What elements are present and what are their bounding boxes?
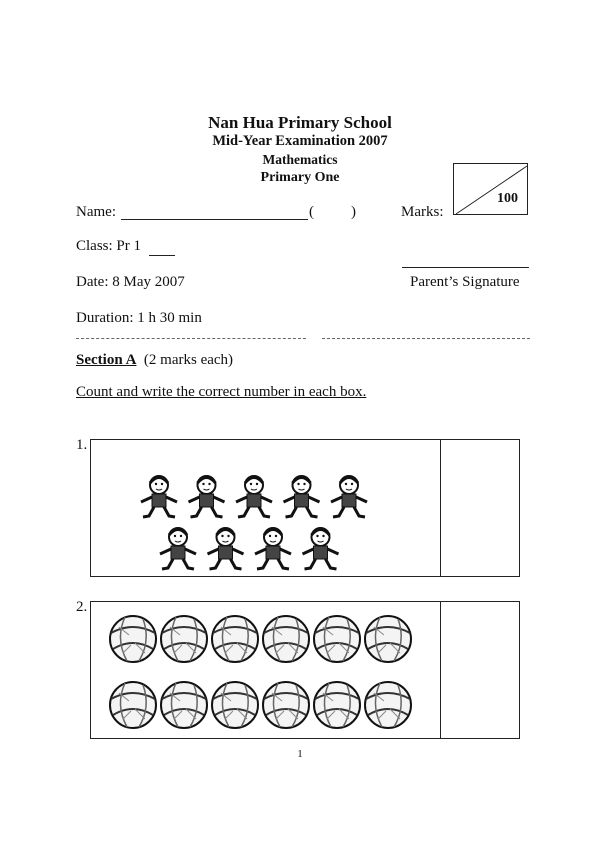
- question-2-number: 2.: [76, 599, 88, 615]
- question-1-answer-box[interactable]: [442, 441, 518, 575]
- class-field[interactable]: [149, 255, 175, 256]
- marks-label: Marks:: [401, 204, 444, 220]
- name-label: Name:: [76, 204, 116, 220]
- section-marks-note: (2 marks each): [143, 352, 234, 368]
- page-number: 1: [297, 748, 303, 760]
- signature-line[interactable]: [402, 267, 529, 268]
- marks-total: 100: [497, 191, 518, 206]
- question-1-separator: [440, 439, 441, 577]
- class-index-close: ): [351, 204, 356, 220]
- section-title: Section A: [76, 352, 137, 368]
- question-1-number: 1.: [76, 437, 88, 453]
- duration-label: Duration: 1 h 30 min: [76, 310, 202, 326]
- school-name: Nan Hua Primary School: [208, 113, 392, 132]
- divider-right: [322, 338, 530, 339]
- level-title: Primary One: [260, 170, 340, 185]
- section-instruction: Count and write the correct number in each box.: [76, 384, 367, 400]
- parent-signature-label: Parent’s Signature: [410, 274, 520, 290]
- question-2-answer-box[interactable]: [442, 603, 518, 737]
- date-label: Date: 8 May 2007: [76, 274, 185, 290]
- subject-title: Mathematics: [262, 152, 338, 167]
- section-heading: [76, 352, 233, 369]
- class-index-open: (: [309, 204, 314, 220]
- marks-diagonal: [454, 164, 529, 216]
- class-label: Class: Pr 1: [76, 238, 142, 254]
- question-2-separator: [440, 601, 441, 739]
- exam-title: Mid-Year Examination 2007: [212, 133, 388, 149]
- marks-box: [453, 163, 528, 215]
- name-field[interactable]: [121, 219, 308, 220]
- divider-left: [76, 338, 306, 339]
